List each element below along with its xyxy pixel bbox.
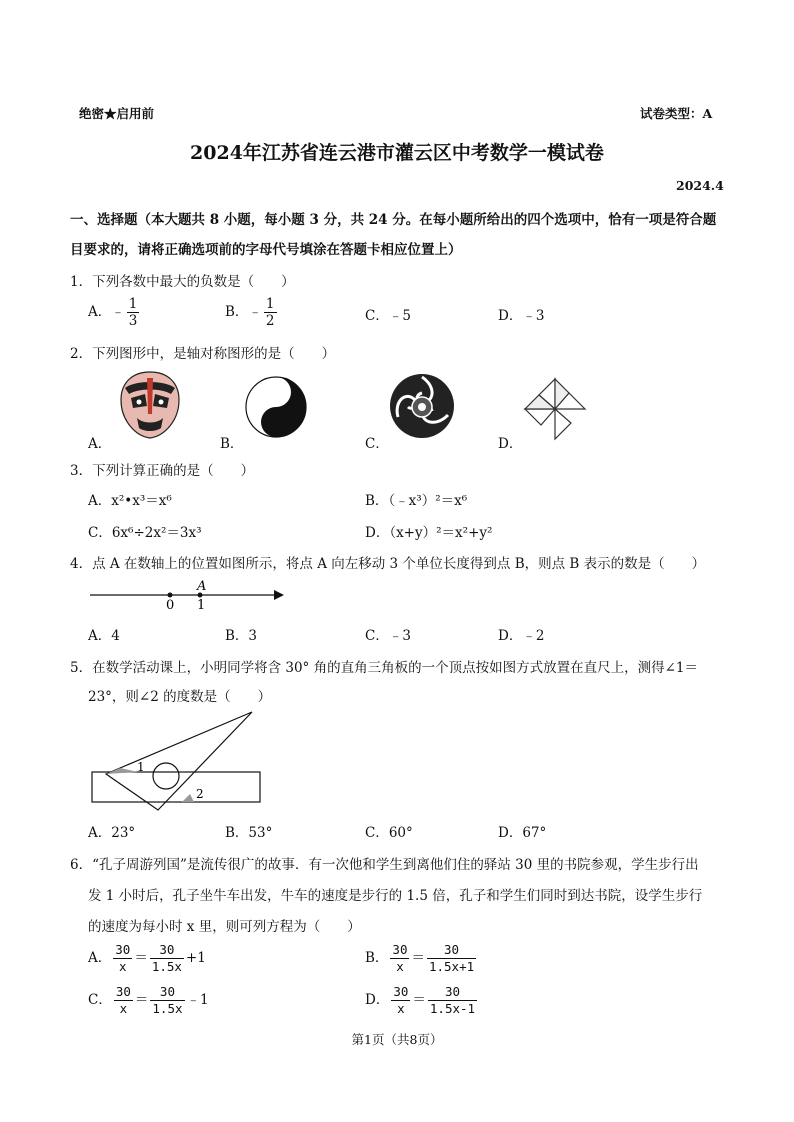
q4-option-a: A．4 [88,628,120,644]
q6-b-l-num: 30 [392,942,408,957]
q6-b-left-fraction [390,942,409,975]
q1-a-fraction [127,296,140,329]
q6-option-b [365,942,478,975]
q6-a-left-fraction [113,942,132,975]
q6-c-l-num: 30 [115,984,131,999]
q4-option-d: D．﹣2 [498,628,545,644]
q6-c-label: C． [88,992,112,1008]
q3-stem: 3．下列计算正确的是（ ） [70,463,255,479]
q2-option-c: C． [365,436,389,452]
q6-b-l-den: x [396,959,404,974]
q6-c-equals: ＝ [134,992,149,1008]
q6-b-equals: ＝ [411,950,425,966]
q6-a-equals: ＝ [134,950,148,966]
q6-option-c [88,984,209,1017]
q6-a-l-den: x [119,959,127,974]
q6-a-r-den: 1.5x [151,959,182,974]
q2-option-b: B． [220,436,244,452]
q3-option-d: D．（x+y）²＝x²+y² [365,525,493,541]
yin-yang-icon [244,375,308,439]
q6-c-r-den: 1.5x [152,1001,183,1016]
q2-option-a: A． [88,436,112,452]
q6-option-d [365,984,479,1017]
q6-d-r-num: 30 [428,984,477,1001]
q1-b-den: 2 [265,313,275,329]
q1-b-fraction [264,296,277,329]
q5-option-c: C．60° [365,825,413,841]
q1-stem: 1．下列各数中最大的负数是（ ） [70,274,295,290]
q5-line2: 23°，则∠2 的度数是（ ） [88,689,272,705]
q1-option-d: D．﹣3 [498,308,545,324]
arrow-head-icon [274,590,284,600]
page-title: 2024年江苏省连云港市灌云区中考数学一模试卷 [190,142,604,164]
q4-option-c: C．﹣3 [365,628,411,644]
q6-a-label: A． [88,950,112,966]
q1-b-num: 1 [265,296,275,312]
q1-option-c: C．﹣5 [365,308,411,324]
q1-option-b [225,296,279,329]
q6-b-label: B． [365,950,389,966]
paper-type: 试卷类型：A [640,106,713,121]
q4-option-b: B．3 [225,628,258,644]
q6-c-l-den: x [119,1001,128,1016]
q6-a-right-fraction [150,942,184,975]
q6-a-r-num: 30 [150,942,184,959]
q5-option-a: A．23° [88,825,136,841]
q1-a-sign: ﹣ [111,304,125,320]
q4-stem: 4．点 A 在数轴上的位置如图所示，将点 A 向左移动 3 个单位长度得到点 B，则点 B 表示的数是（ ） [70,556,706,572]
q6-b-r-den: 1.5x+1 [428,959,475,974]
origin-point [168,593,173,598]
opera-mask-icon [117,370,183,440]
q1-a-label: A． [88,304,112,320]
ruler-triangle-figure [88,708,264,812]
q2-option-d: D． [498,436,523,452]
q1-option-a [88,296,141,329]
q6-c-r-num: 30 [150,984,184,1001]
tick-1-label: 1 [197,598,206,613]
q1-a-num: 1 [128,296,138,312]
q5-option-b: B．53° [225,825,273,841]
q1-b-sign: ﹣ [248,304,262,320]
q6-a-l-num: 30 [115,942,131,957]
q5-option-d: D．67° [498,825,547,841]
q6-c-left-fraction [114,984,133,1017]
section-heading-line2: 目要求的，请将正确选项前的字母代号填涂在答题卡相应位置上） [70,242,462,258]
q1-b-label: B． [225,304,249,320]
swirl-flower-icon [386,371,458,441]
q6-a-tail: +1 [185,950,206,966]
q6-line1: 6．“孔子周游列国”是流传很广的故事．有一次他和学生到离他们住的驿站 30 里的书院参观，学生步行出 [70,857,699,873]
angle-1-label: 1 [137,760,145,774]
q3-option-a: A．x²•x³＝x⁶ [88,493,172,509]
pinwheel-icon [521,377,589,441]
tick-0-label: 0 [166,598,175,613]
q2-stem: 2．下列图形中，是轴对称图形的是（ ） [70,346,336,362]
q6-option-a [88,942,206,975]
q6-c-right-fraction [150,984,184,1017]
q6-d-label: D． [365,992,390,1008]
ruler-shape [92,772,260,802]
q6-d-l-num: 30 [393,984,409,999]
q6-d-l-den: x [397,1001,405,1016]
page-footer: 第1页（共8页） [351,1032,443,1047]
q6-d-left-fraction [391,984,410,1017]
q6-line3: 的速度为每小时 x 里，则可列方程为（ ） [88,919,361,935]
q6-line2: 发 1 小时后，孔子坐牛车出发，牛车的速度是步行的 1.5 倍，孔子和学生们同时到达书院，设学生步行 [88,888,703,904]
section-heading-line1: 一、选择题（本大题共 8 小题，每小题 3 分，共 24 分。在每小题所给出的四个选项中，恰有一项是符合题 [70,212,717,228]
q6-d-equals: ＝ [412,992,426,1008]
angle-2-label: 2 [196,787,204,801]
q6-b-right-fraction [427,942,476,975]
q1-a-den: 3 [128,313,138,329]
q3-option-c: C．6x⁶÷2x²＝3x³ [88,525,202,541]
number-line-figure [88,578,284,614]
confidential-mark: 绝密★启用前 [79,106,155,121]
q3-option-b: B．（﹣x³）²＝x⁶ [365,493,468,509]
q6-b-r-num: 30 [427,942,476,959]
q6-c-tail: ﹣1 [186,992,209,1008]
q6-d-right-fraction [428,984,477,1017]
point-a-label: A [197,579,207,594]
q6-d-r-den: 1.5x-1 [429,1001,476,1016]
q5-line1: 5．在数学活动课上，小明同学将含 30° 角的直角三角板的一个顶点按如图方式放置在直尺上，测得∠1＝ [70,660,698,676]
exam-date: 2024.4 [676,178,724,193]
